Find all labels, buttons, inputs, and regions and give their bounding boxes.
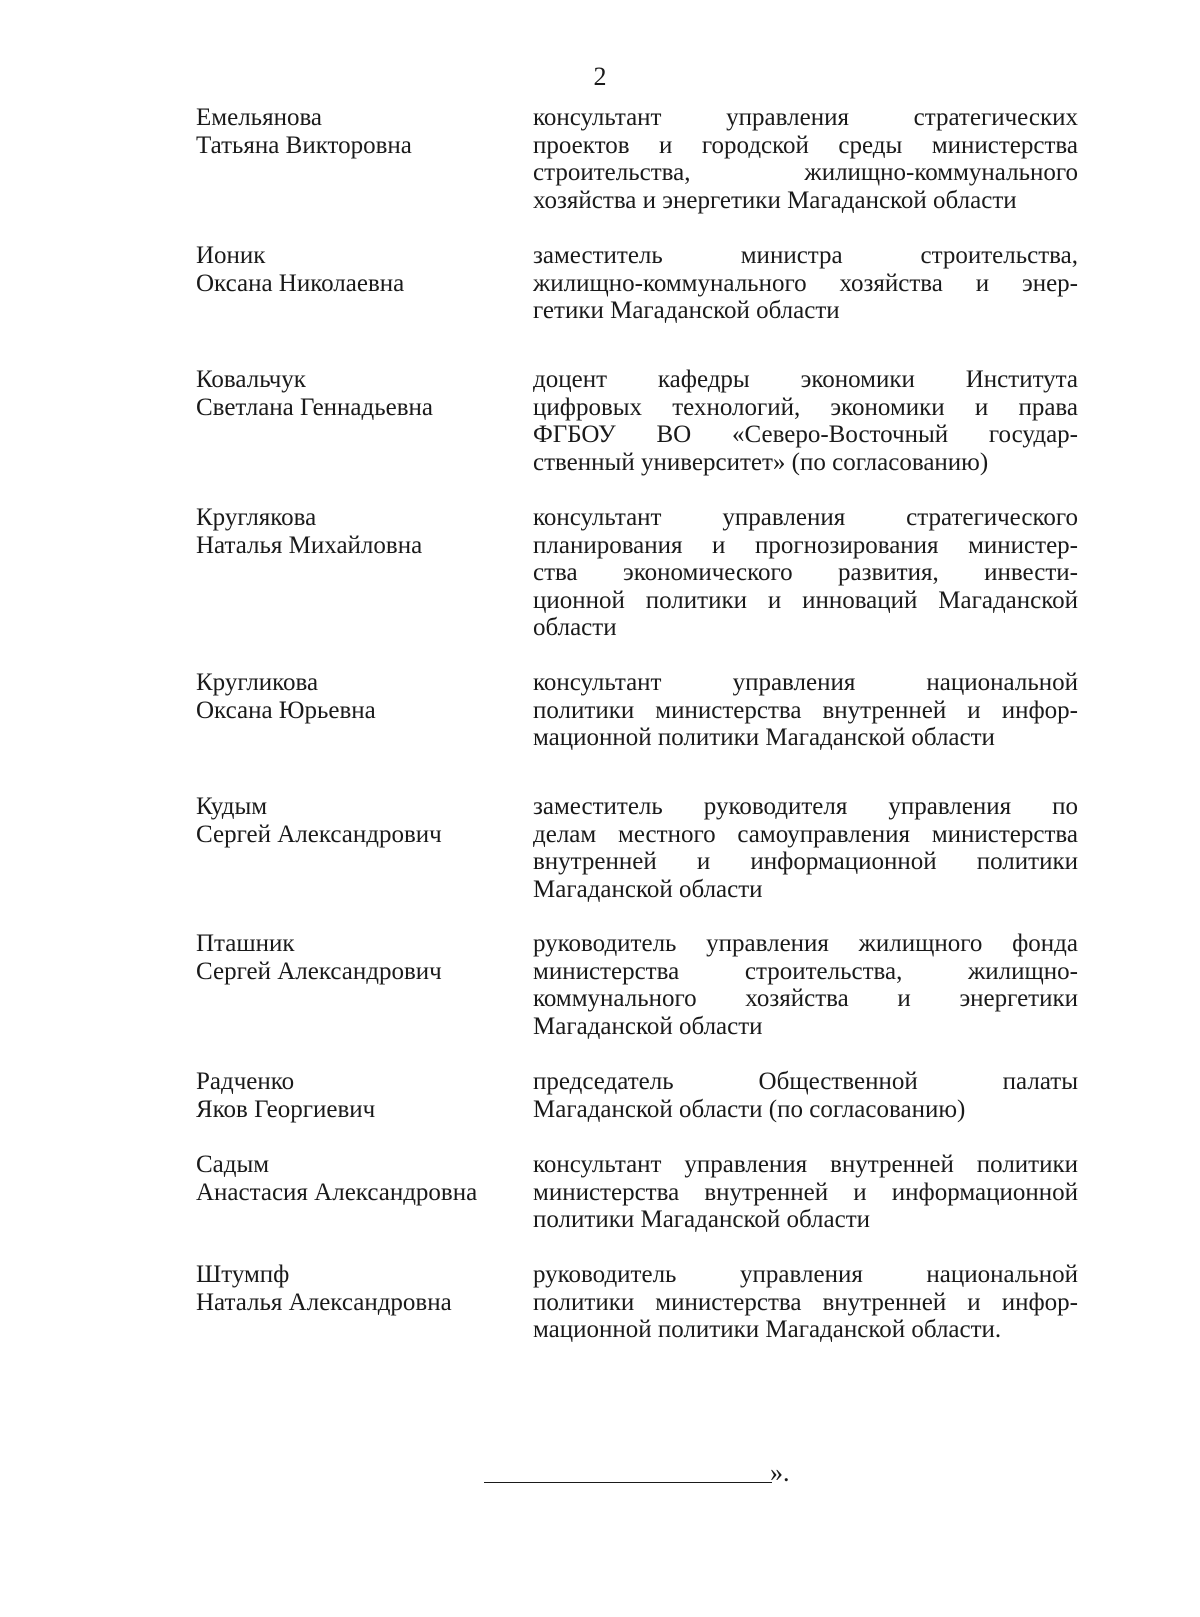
member-name xyxy=(196,1151,506,1207)
member-name xyxy=(196,930,506,986)
member-given-names: Наталья Михайловна xyxy=(196,532,423,559)
member-surname: Ковальчук xyxy=(196,366,306,393)
member-position-line: министерства строительства, жилищно- xyxy=(533,957,1078,985)
member-position-line: председатель Общественной палаты xyxy=(533,1068,1078,1095)
member-surname: Радченко xyxy=(196,1068,295,1095)
member-position xyxy=(533,669,1078,752)
member-position-line: консультант управления стратегических xyxy=(533,104,1078,131)
member-position-line: хозяйства и энергетики Магаданской области xyxy=(533,186,1017,214)
member-given-names: Сергей Александрович xyxy=(196,958,442,985)
member-given-names: Оксана Николаевна xyxy=(196,270,405,297)
member-position-line: области xyxy=(533,614,617,641)
member-position xyxy=(533,930,1078,1040)
member-position xyxy=(533,366,1078,476)
member-position xyxy=(533,793,1078,903)
member-given-names: Оксана Юрьевна xyxy=(196,697,376,724)
member-surname: Пташник xyxy=(196,930,295,957)
member-surname: Круглякова xyxy=(196,504,317,531)
member-position-line: ционной политики и инноваций Магаданской xyxy=(533,586,1078,614)
member-position-line: политики Магаданской области xyxy=(533,1206,871,1233)
closing-quote-mark: ». xyxy=(770,1458,790,1487)
member-surname: Ионик xyxy=(196,242,266,269)
member-position-line: ФГБОУ ВО «Северо-Восточный государ- xyxy=(533,421,1078,448)
member-name xyxy=(196,366,506,422)
member-position xyxy=(533,504,1078,642)
member-position-line: Магаданской области (по согласованию) xyxy=(533,1095,966,1123)
member-given-names: Наталья Александровна xyxy=(196,1289,452,1316)
member-position-line: заместитель министра строительства, xyxy=(533,242,1078,269)
member-position-line: заместитель руководителя управления по xyxy=(533,793,1078,820)
member-position-line: делам местного самоуправления министерства xyxy=(533,820,1078,848)
member-position-line: мационной политики Магаданской области. xyxy=(533,1316,1002,1343)
member-position-line: планирования и прогнозирования министер- xyxy=(533,531,1078,559)
member-surname: Штумпф xyxy=(196,1261,290,1288)
member-position-line: гетики Магаданской области xyxy=(533,297,840,324)
member-position-line: мационной политики Магаданской области xyxy=(533,724,995,751)
member-position xyxy=(533,242,1078,325)
member-surname: Садым xyxy=(196,1151,270,1178)
member-name xyxy=(196,669,506,725)
member-position-line: Магаданской области xyxy=(533,875,763,903)
member-position-line: министерства внутренней и информационной xyxy=(533,1178,1078,1206)
member-position-line: руководитель управления национальной xyxy=(533,1261,1078,1288)
member-name xyxy=(196,793,506,849)
member-position-line: консультант управления внутренней политики xyxy=(533,1151,1078,1178)
member-position-line: ственный университет» (по согласованию) xyxy=(533,448,989,476)
member-position-line: доцент кафедры экономики Института xyxy=(533,366,1078,393)
member-position-line: жилищно-коммунального хозяйства и энер- xyxy=(533,269,1078,297)
member-name xyxy=(196,504,506,560)
member-position-line: проектов и городской среды министерства xyxy=(533,131,1078,159)
member-position-line: консультант управления стратегического xyxy=(533,504,1078,531)
member-given-names: Татьяна Викторовна xyxy=(196,132,412,159)
member-position-line: внутренней и информационной политики xyxy=(533,848,1078,875)
member-position xyxy=(533,104,1078,214)
member-position-line: консультант управления национальной xyxy=(533,669,1078,696)
member-position xyxy=(533,1261,1078,1344)
member-given-names: Сергей Александрович xyxy=(196,821,442,848)
page-number: 2 xyxy=(593,62,607,91)
member-position-line: цифровых технологий, экономики и права xyxy=(533,393,1078,421)
member-name xyxy=(196,104,506,160)
closing-rule xyxy=(484,1482,772,1483)
member-given-names: Анастасия Александровна xyxy=(196,1179,478,1206)
member-position xyxy=(533,1151,1078,1234)
member-name xyxy=(196,1261,506,1317)
member-position-line: ства экономического развития, инвести- xyxy=(533,559,1078,586)
member-surname: Емельянова xyxy=(196,104,323,131)
member-name xyxy=(196,242,506,298)
member-position-line: строительства, жилищно-коммунального xyxy=(533,159,1078,186)
member-given-names: Светлана Геннадьевна xyxy=(196,394,434,421)
member-position-line: коммунального хозяйства и энергетики xyxy=(533,985,1078,1012)
member-position-line: руководитель управления жилищного фонда xyxy=(533,930,1078,957)
member-position-line: политики министерства внутренней и инфор- xyxy=(533,1288,1078,1316)
member-position xyxy=(533,1068,1078,1123)
member-name xyxy=(196,1068,506,1124)
member-surname: Кудым xyxy=(196,793,268,820)
member-position-line: политики министерства внутренней и инфор- xyxy=(533,696,1078,724)
member-surname: Кругликова xyxy=(196,669,319,696)
member-given-names: Яков Георгиевич xyxy=(196,1096,376,1123)
closing-block xyxy=(484,1458,804,1498)
member-position-line: Магаданской области xyxy=(533,1012,763,1040)
